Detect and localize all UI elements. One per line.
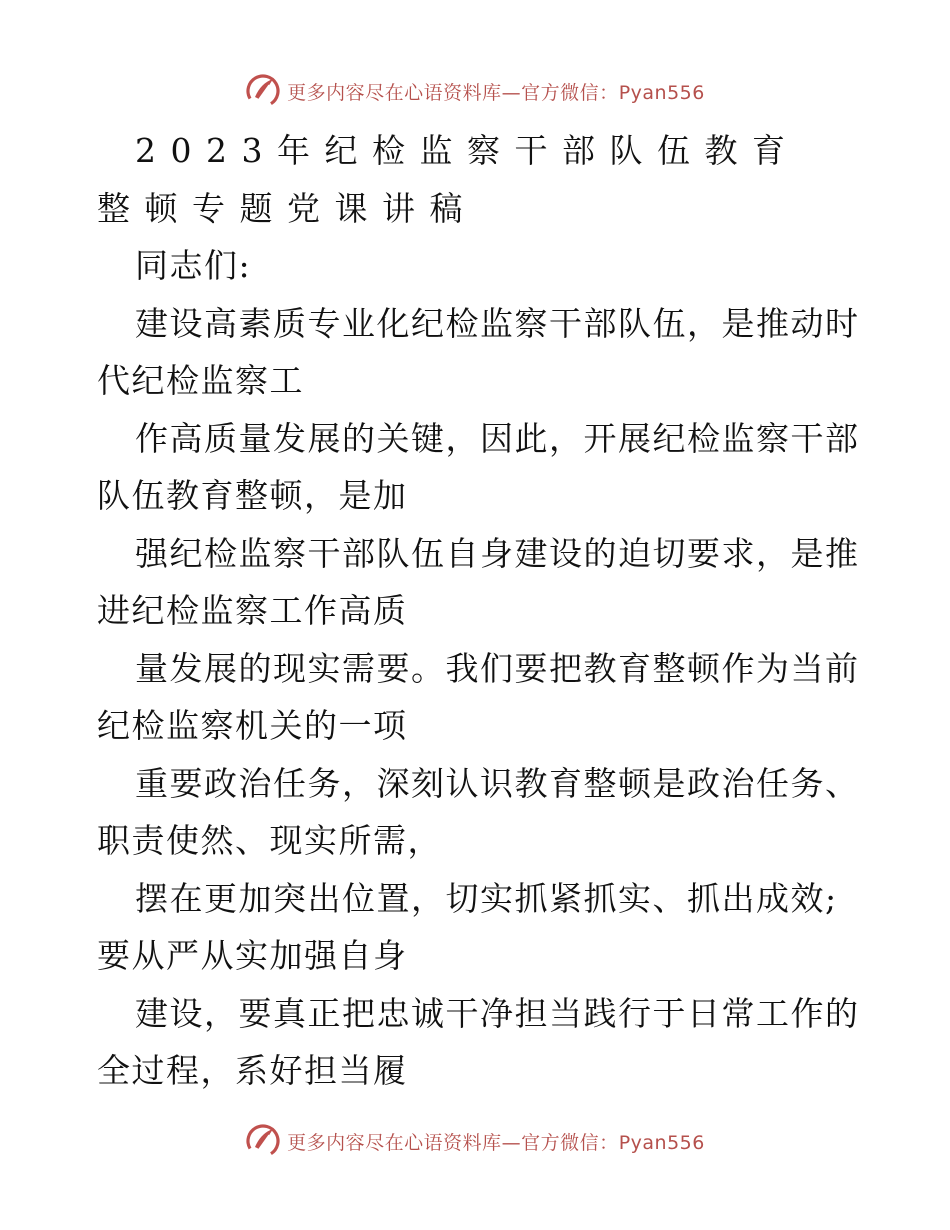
paragraph-7: 建设，要真正把忠诚干净担当践行于日常工作的 全过程，系好担当履 <box>97 993 860 1090</box>
document-title <box>97 122 857 237</box>
document-body <box>97 122 860 1100</box>
paragraph-3: 强纪检监察干部队伍自身建设的迫切要求，是推 进纪检监察工作高质 <box>97 533 860 630</box>
header-watermark <box>0 68 950 114</box>
salutation: 同志们: <box>135 246 252 285</box>
paragraph-4: 量发展的现实需要。我们要把教育整顿作为当前 纪检监察机关的一项 <box>97 648 860 745</box>
footer-watermark <box>0 1118 950 1164</box>
paragraph-1: 建设高素质专业化纪检监察干部队伍，是推动时 代纪检监察工 <box>97 303 860 400</box>
title-line-2: 整顿专题党课讲稿 <box>97 188 477 228</box>
footer-watermark-text: 更多内容尽在心语资料库—官方微信：Pyan556 <box>287 1131 705 1154</box>
paragraph-2: 作高质量发展的关键，因此，开展纪检监察干部 队伍教育整顿，是加 <box>97 418 860 515</box>
header-watermark-text: 更多内容尽在心语资料库—官方微信：Pyan556 <box>287 81 705 104</box>
paragraph-5: 重要政治任务，深刻认识教育整顿是政治任务、 职责使然、现实所需， <box>97 763 860 860</box>
title-line-1: 2023年纪检监察干部队伍教育 <box>135 131 800 170</box>
brand-logo-icon <box>245 1123 281 1159</box>
brand-logo-icon <box>245 73 281 109</box>
paragraph-6: 摆在更加突出位置，切实抓紧抓实、抓出成效; 要从严从实加强自身 <box>97 878 838 975</box>
